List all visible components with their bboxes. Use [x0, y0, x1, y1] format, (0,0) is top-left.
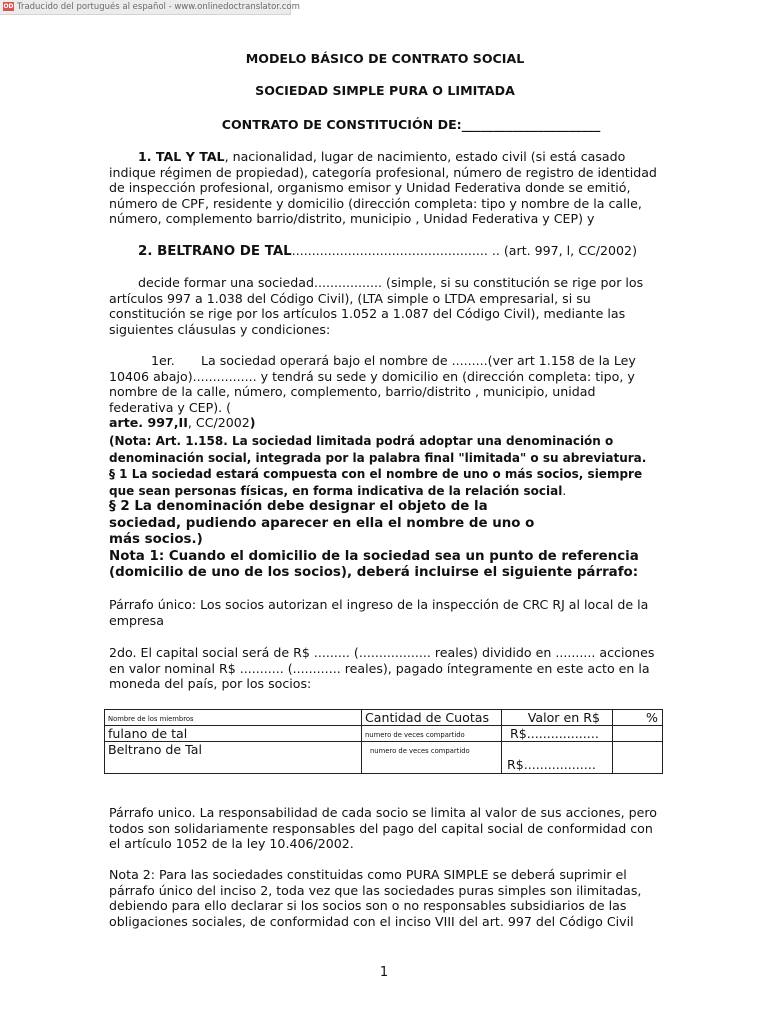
clause-1-text-b: 10406 abajo)................ y tendrá su sede y domicilio en (dirección completa: tipo, y nombre de la calle, número, complemento, barrio/distrito , municipio, unidad federativa y CEP). (: [109, 368, 635, 415]
nota-2: Nota 2: Para las sociedades constituidas como PURA SIMPLE se deberá suprimir el párrafo único del inciso 2, toda vez que las sociedades puras simples son ilimitadas, debiendo para ello declarar si los socios son o no responsables subsidiarios de las obligaciones sociales, de conformidad con el inciso VIII del art. 997 del Código Civil: [109, 867, 642, 929]
header-valor: Valor en R$: [502, 710, 613, 726]
row-1-percent: [613, 726, 663, 742]
nota-art-line-3: § 2 La denominación debe designar el objeto de la sociedad, pudiendo aparecer en ella el nombre de uno o más socios.): [109, 499, 535, 547]
party-1-label: 1. TAL Y TAL: [138, 149, 225, 164]
row-2-cuotas: numero de veces compartido: [362, 742, 502, 774]
contract-heading: CONTRATO DE CONSTITUCIÓN DE:______________________: [221, 117, 601, 132]
party-1-paragraph: [109, 149, 661, 227]
nota-art-1158: [109, 433, 661, 549]
nota-art-line-2-text: § 1 La sociedad estará compuesta con el nombre de uno o más socios, siempre que sean personas físicas, en forma indicativa de la relación social: [109, 467, 643, 498]
table-header-row: [105, 710, 663, 726]
row-2-name: Beltrano de Tal: [105, 742, 362, 774]
clause-1-number: 1er.: [151, 353, 175, 368]
clause-1-ref-close: ): [249, 415, 256, 431]
translator-logo-icon: OD: [3, 3, 14, 10]
members-table: [104, 709, 663, 774]
clause-1-line-1: [109, 353, 661, 369]
page-number: 1: [379, 965, 389, 980]
party-1-text: , nacionalidad, lugar de nacimiento, estado civil (si está casado indique régimen de propiedad), categoría profesional, número de registro de identidad de inspección profesional, organismo emisor y Unidad Federativa donde se emitió, número de CPF, residente y domicilio (dirección completa: tipo y nombre de la calle, número, complemento barrio/distrito, municipio , Unidad Federativa y CEP) y: [109, 149, 657, 227]
table-row: [105, 726, 663, 742]
clause-1-reference: [109, 415, 661, 431]
clause-1-line-2: [109, 369, 661, 416]
header-percent: %: [613, 710, 663, 726]
row-2-percent: [613, 742, 663, 774]
nota-art-line-2-end: .: [562, 483, 567, 498]
party-2-text: ................................................. .. (art. 997, l, CC/2002): [291, 243, 637, 258]
nota-art-line-1: (Nota: Art. 1.158. La sociedad limitada podrá adoptar una denominación o denominación social, integrada por la palabra final "limitada" o su abreviatura.: [109, 434, 647, 465]
party-2-label: 2. BELTRANO DE TAL: [138, 244, 292, 259]
party-2-paragraph: [109, 243, 661, 260]
row-2-valor: R$..................: [502, 742, 613, 774]
nota-1: Nota 1: Cuando el domicilio de la sociedad sea un punto de referencia (domicilio de uno de los socios), deberá incluirse el siguiente párrafo:: [109, 549, 639, 580]
row-1-name: fulano de tal: [105, 726, 362, 742]
clause-1-text-a: La sociedad operará bajo el nombre de .........(ver art 1.158 de la Ley: [201, 353, 636, 368]
header-members: Nombre de los miembros: [105, 710, 362, 726]
translator-banner-text[interactable]: Traducido del portugués al español - www.onlinedoctranslator.com: [17, 2, 300, 12]
parrafo-unico-1: Párrafo único: Los socios autorizan el ingreso de la inspección de CRC RJ al local de la empresa: [109, 597, 649, 628]
nota-art-line-2: [109, 466, 661, 499]
table-row: [105, 742, 663, 774]
row-1-valor: R$..................: [502, 726, 613, 742]
document-title: MODELO BÁSICO DE CONTRATO SOCIAL: [245, 51, 525, 66]
document-subtitle: SOCIEDAD SIMPLE PURA O LIMITADA: [255, 83, 515, 98]
decide-paragraph: decide formar una sociedad................. (simple, si su constitución se rige por los artículos 997 a 1.038 del Código Civil), (LTA simple o LTDA empresarial, si su constitución se rige por los artículos 1.052 a 1.087 del Código Civil), mediante las siguientes cláusulas y condiciones:: [109, 275, 644, 337]
clause-2: 2do. El capital social será de R$ ......... (.................. reales) dividido en .......... acciones en valor nominal R$ ........... (............ reales), pagado íntegramente en este acto en la moneda del país, por los socios:: [109, 645, 655, 692]
header-cuotas: Cantidad de Cuotas: [362, 710, 502, 726]
row-1-cuotas: numero de veces compartido: [362, 726, 502, 742]
clause-1: [109, 353, 661, 431]
clause-1-ref-bold: arte. 997,II: [109, 415, 188, 431]
parrafo-unico-2: Párrafo unico. La responsabilidad de cada socio se limita al valor de sus acciones, pero todos son solidariamente responsables del pago del capital social de conformidad con el artículo 1052 de la ley 10.406/2002.: [109, 805, 657, 852]
translator-banner[interactable]: [0, 0, 300, 15]
clause-1-ref-tail: , CC/2002: [187, 415, 250, 431]
